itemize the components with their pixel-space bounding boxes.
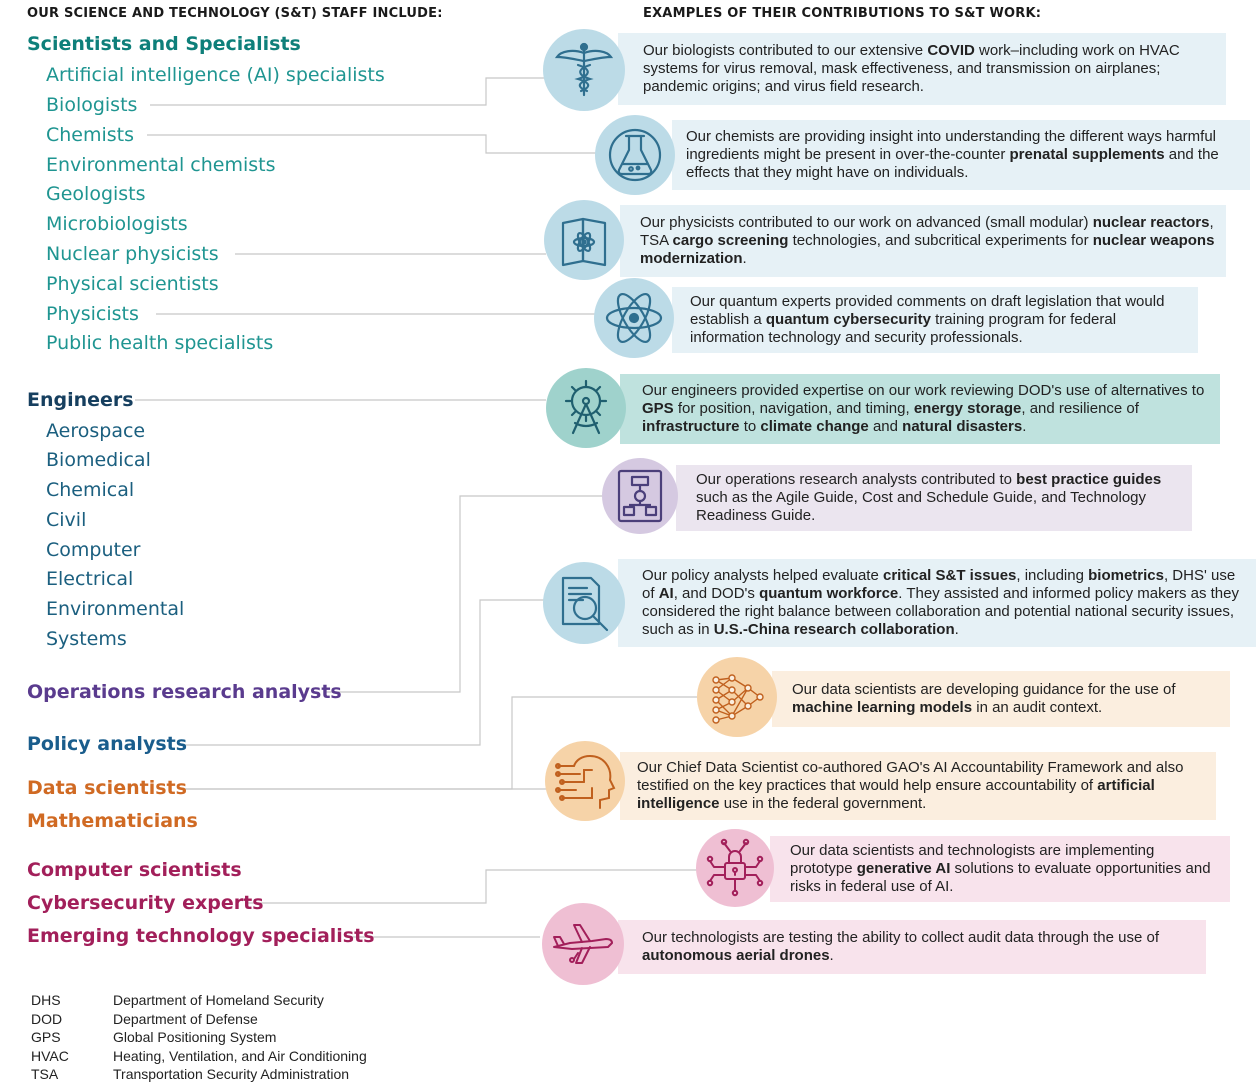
- role-systems: Systems: [46, 628, 127, 650]
- group-title-mathematicians: Mathematicians: [27, 810, 198, 832]
- role-computer: Computer: [46, 539, 141, 561]
- role-environmental: Environmental: [46, 598, 185, 620]
- role-biomedical: Biomedical: [46, 449, 151, 471]
- role-biologists: Biologists: [46, 94, 138, 116]
- glossary-abbr: DHS: [31, 992, 61, 1008]
- glossary-row: [31, 1029, 451, 1047]
- role-civil: Civil: [46, 509, 87, 531]
- glossary-row: [31, 1048, 451, 1066]
- glossary-row: [31, 1066, 451, 1084]
- role-chemists: Chemists: [46, 124, 135, 146]
- glossary-abbr: GPS: [31, 1029, 61, 1045]
- group-title-policy: Policy analysts: [27, 733, 188, 755]
- group-title-operations: Operations research analysts: [27, 681, 342, 703]
- group-title-computer-scientists: Computer scientists: [27, 859, 242, 881]
- connector-chemists: [147, 135, 600, 153]
- contribution-box: [618, 559, 1256, 647]
- connector-cyber: [245, 870, 698, 903]
- glossary-definition: Transportation Security Administration: [113, 1066, 350, 1082]
- contribution-box: [672, 287, 1198, 353]
- right-heading: EXAMPLES OF THEIR CONTRIBUTIONS TO S&T WORK:: [643, 6, 1042, 21]
- role-aerospace: Aerospace: [46, 420, 146, 442]
- group-title-emerging: Emerging technology specialists: [27, 925, 375, 947]
- flowchart-icon: [602, 458, 678, 534]
- left-heading: OUR SCIENCE AND TECHNOLOGY (S&T) STAFF INCLUDE:: [27, 6, 443, 21]
- role-nuclear-physicists: Nuclear physicists: [46, 243, 219, 265]
- atom-icon: [594, 278, 674, 358]
- caduceus-icon: [543, 29, 625, 111]
- contribution-text: Our chemists are providing insight into understanding the different ways harmful ingredients might be present in over-the-counter prenatal supplements and the effects that they might have on individuals.: [686, 128, 1219, 181]
- group-title-data-scientists: Data scientists: [27, 777, 187, 799]
- neural-network-icon: [697, 657, 777, 737]
- glossary-definition: Department of Defense: [113, 1010, 258, 1027]
- contribution-text: Our operations research analysts contributed to best practice guides such as the Agile Guide, Cost and Schedule Guide, and Technology Readiness Guide.: [696, 471, 1162, 524]
- contribution-text: Our quantum experts provided comments on draft legislation that would establish a quantum cybersecurity training program for federal information technology and security professionals.: [690, 293, 1165, 346]
- lock-circuit-icon: [696, 829, 774, 907]
- glossary-row: [31, 992, 451, 1010]
- role-public-health: Public health specialists: [46, 332, 274, 354]
- document-magnifier-icon: [543, 562, 625, 644]
- glossary-abbr: TSA: [31, 1066, 59, 1082]
- role-physicists: Physicists: [46, 303, 139, 325]
- glossary-definition: Heating, Ventilation, and Air Conditioning: [113, 1047, 367, 1064]
- flask-icon: [595, 115, 675, 195]
- physics-book-icon: [544, 200, 624, 280]
- role-environmental-chemists: Environmental chemists: [46, 154, 276, 176]
- role-microbiologists: Microbiologists: [46, 213, 188, 235]
- contribution-box: [618, 920, 1206, 974]
- group-title-cybersecurity: Cybersecurity experts: [27, 892, 264, 914]
- connector-policy: [185, 600, 546, 745]
- contribution-box: [672, 120, 1250, 190]
- contribution-box: [620, 205, 1226, 277]
- glossary-definition: Department of Homeland Security: [113, 992, 324, 1008]
- contribution-text: Our engineers provided expertise on our work reviewing DOD's use of alternatives to GPS for position, navigation, and timing, energy storage, and resilience of infrastructure to climate change and natural disasters.: [642, 382, 1205, 435]
- contribution-box: [618, 33, 1226, 105]
- contribution-text: Our physicists contributed to our work on advanced (small modular) nuclear reactors, TSA cargo screening technologies, and subcritical experiments for nuclear weapons modernization.: [640, 214, 1215, 267]
- contribution-text: Our data scientists and technologists are implementing prototype generative AI solutions to evaluate opportunities and risks in federal use of AI.: [790, 842, 1211, 895]
- group-title-scientists: Scientists and Specialists: [27, 33, 301, 55]
- drone-icon: [542, 903, 624, 985]
- compass-gear-icon: [546, 368, 626, 448]
- glossary-abbr: HVAC: [31, 1047, 69, 1064]
- contribution-text: Our data scientists are developing guidance for the use of machine learning models in an audit context.: [792, 681, 1176, 716]
- glossary-row: [31, 1011, 451, 1029]
- role-chemical: Chemical: [46, 479, 135, 501]
- contribution-box: [620, 752, 1216, 820]
- contribution-box: [772, 671, 1230, 727]
- role-geologists: Geologists: [46, 183, 146, 205]
- glossary-definition: Global Positioning System: [113, 1029, 277, 1045]
- contribution-text: Our biologists contributed to our extensive COVID work–including work on HVAC systems for virus removal, mask effectiveness, and transmission on airplanes; pandemic origins; and virus field research.: [643, 42, 1180, 95]
- contribution-text: Our technologists are testing the ability to collect audit data through the use of autonomous aerial drones.: [642, 929, 1159, 964]
- role-ai-specialists: Artificial intelligence (AI) specialists: [46, 64, 385, 86]
- contribution-box: [620, 374, 1220, 444]
- ai-head-icon: [545, 741, 625, 821]
- contribution-box: [676, 465, 1192, 531]
- role-physical-scientists: Physical scientists: [46, 273, 219, 295]
- role-electrical: Electrical: [46, 568, 134, 590]
- contribution-text: Our Chief Data Scientist co-authored GAO's AI Accountability Framework and also testified on the key practices that would help ensure accountability of artificial intelligence use in the federal government.: [637, 759, 1184, 812]
- contribution-text: Our policy analysts helped evaluate critical S&T issues, including biometrics, DHS' use of AI, and DOD's quantum workforce. They assisted and informed policy makers as they considered the right balance between collaboration and potential national security issues, such as in U.S.-China research collaboration.: [642, 567, 1239, 638]
- group-title-engineers: Engineers: [27, 389, 134, 411]
- glossary-abbr: DOD: [31, 1010, 63, 1027]
- contribution-box: [770, 836, 1230, 902]
